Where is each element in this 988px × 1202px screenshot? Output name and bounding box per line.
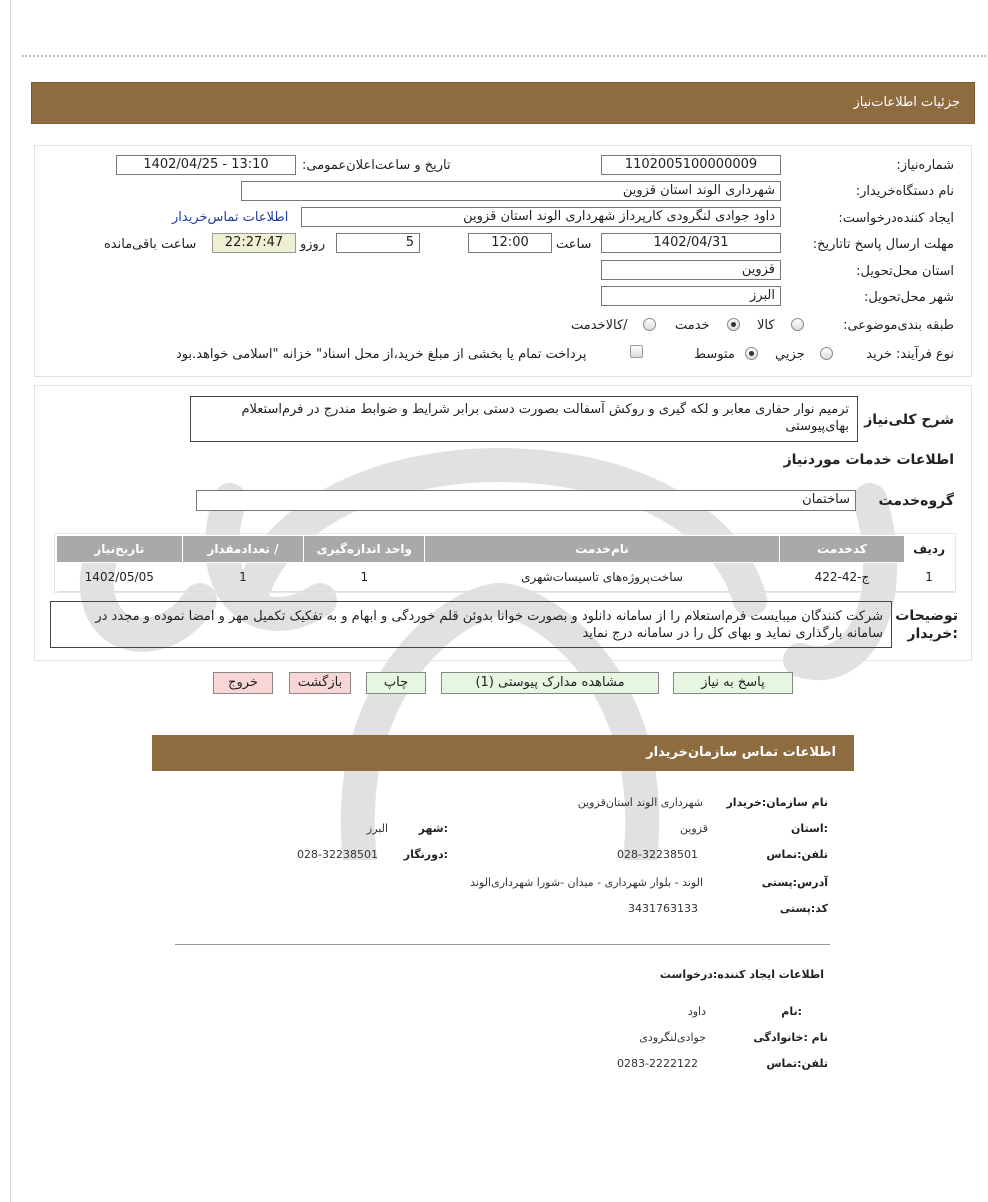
category-label: طبقه بندی‌موضوعی: bbox=[843, 318, 954, 333]
col-header-row: ردیف bbox=[905, 536, 954, 563]
days-field: 5 bbox=[336, 233, 420, 253]
left-border bbox=[10, 0, 11, 1202]
creator-phone-value: 0283-2222122 bbox=[617, 1057, 698, 1070]
creator-family-value: جوادی‌لنگرودی bbox=[639, 1031, 706, 1044]
remaining-timer: 22:27:47 bbox=[212, 233, 296, 253]
deadline-time-label: ساعت bbox=[556, 237, 592, 252]
deadline-label: مهلت ارسال پاسخ تا‌تاریخ: bbox=[812, 237, 954, 252]
province-field: قزوین bbox=[601, 260, 781, 280]
attachments-button[interactable]: مشاهده مدارک پیوستی (1) bbox=[441, 672, 659, 694]
address-label: آدرس:پستی bbox=[761, 876, 828, 889]
cell-date: 1402/05/05 bbox=[57, 563, 183, 592]
cell-qty: 1 bbox=[182, 563, 304, 592]
buyer-notes-label-2: :خریدار bbox=[907, 626, 958, 642]
fax-label: :دورنگار bbox=[403, 848, 448, 861]
creator-name-value: داود bbox=[687, 1005, 706, 1018]
creator-label: ایجاد کننده‌درخواست: bbox=[838, 211, 954, 226]
contact-province-label: :استان bbox=[791, 822, 828, 835]
top-divider bbox=[22, 55, 986, 57]
creator-phone-label: تلفن:تماس bbox=[766, 1057, 828, 1070]
creator-name-label: :نام bbox=[781, 1005, 802, 1018]
radio-small-label: جزیي bbox=[775, 347, 805, 362]
header-title: جزئیات اطلاعات‌نیاز bbox=[853, 95, 960, 110]
buyer-label: نام دستگاه‌خریدار: bbox=[855, 184, 954, 199]
city-field: البرز bbox=[601, 286, 781, 306]
creator-info-title: اطلاعات ایجاد کننده:درخواست bbox=[659, 968, 824, 981]
contact-phone-label: تلفن:تماس bbox=[766, 848, 828, 861]
contact-city-label: :شهر bbox=[418, 822, 448, 835]
cell-unit: 1 bbox=[304, 563, 425, 592]
deadline-date-field: 1402/04/31 bbox=[601, 233, 781, 253]
org-label: نام سازمان:خریدار bbox=[726, 796, 828, 809]
col-header-unit: واحد اندازه‌گیری bbox=[304, 536, 425, 563]
buyer-field: شهرداری الوند استان قزوین bbox=[241, 181, 781, 201]
creator-family-label: نام :خانوادگی bbox=[753, 1031, 828, 1044]
contact-city-value: البرز bbox=[366, 822, 388, 835]
days-label: روزو bbox=[300, 237, 326, 252]
postal-value: 3431763133 bbox=[628, 902, 698, 915]
exit-button[interactable]: خروج bbox=[213, 672, 273, 694]
summary-text: ترمیم نوار حفاری معابر و لکه گیری و روکش آسفالت بصورت دستی برابر شرایط و ضوابط مندرج در فرم‌استعلام بهای‌پیوستی bbox=[190, 396, 858, 442]
radio-service-label: خدمت bbox=[675, 318, 710, 333]
services-title: اطلاعات خدمات موردنیاز bbox=[783, 452, 954, 468]
buyer-notes-label-1: توضیحات bbox=[895, 608, 958, 624]
back-button[interactable]: بازگشت bbox=[289, 672, 351, 694]
process-label: نوع فرآیند: خرید bbox=[866, 347, 954, 362]
items-table-frame bbox=[54, 533, 956, 593]
radio-goods-service-label: /کالاخدمت bbox=[571, 318, 628, 333]
need-number-label: شماره‌نیاز: bbox=[896, 158, 954, 173]
summary-label: شرح کلی‌نیاز bbox=[864, 412, 954, 428]
col-header-date: تاریخ‌نیاز bbox=[57, 536, 183, 563]
table-header-row bbox=[57, 536, 954, 563]
contact-title: اطلاعات تماس سازمان‌خریدار bbox=[646, 745, 836, 760]
address-value: الوند - بلوار شهرداری - میدان -شورا شهرداری‌الوند bbox=[470, 876, 703, 889]
radio-goods-service[interactable] bbox=[643, 318, 656, 331]
group-field: ساختمان bbox=[196, 490, 856, 511]
details-header bbox=[31, 82, 975, 124]
table-row bbox=[57, 563, 954, 592]
fax-value: 028-32238501 bbox=[297, 848, 378, 861]
cell-name: ساخت‌پروژه‌های تاسیسات‌شهری bbox=[425, 563, 780, 592]
city-label: شهر محل‌تحویل: bbox=[864, 290, 954, 305]
treasury-checkbox[interactable] bbox=[630, 345, 643, 358]
announce-label: تاریخ و ساعت‌اعلان‌عمومی: bbox=[302, 158, 451, 173]
contact-header bbox=[152, 735, 854, 771]
cell-code: ج-42-422 bbox=[779, 563, 904, 592]
treasury-note: پرداخت تمام یا بخشی از مبلغ خرید،از محل اسناد" خزانه "اسلامی خواهد.بود bbox=[176, 347, 587, 362]
need-number-field: 1102005100000009 bbox=[601, 155, 781, 175]
group-label: گروه‌خدمت bbox=[878, 493, 954, 509]
contact-divider bbox=[175, 944, 830, 945]
province-label: استان محل‌تحویل: bbox=[856, 264, 954, 279]
items-table bbox=[56, 535, 954, 592]
col-header-name: نام‌خدمت bbox=[425, 536, 780, 563]
announce-field: 1402/04/25 - 13:10 bbox=[116, 155, 296, 175]
buyer-notes-text: شرکت کنندگان میبایست فرم‌استعلام را از سامانه دانلود و بصورت خوانا بدوئن قلم خوردگی و ابهام و به تفکیک تکمیل مهر و امضا نموده و مجدد در سامانه بارگذاری نماید و بهای کل را در سامانه درج نماید bbox=[50, 601, 892, 648]
remaining-label: ساعت باقی‌مانده bbox=[104, 237, 197, 252]
deadline-time-field: 12:00 bbox=[468, 233, 552, 253]
postal-label: کد:پستی bbox=[779, 902, 828, 915]
need-info-panel bbox=[34, 145, 972, 377]
cell-row: 1 bbox=[905, 563, 954, 592]
org-value: شهرداری الوند استان‌قزوین bbox=[577, 796, 703, 809]
buyer-contact-link[interactable]: اطلاعات تماس‌خریدار bbox=[172, 210, 289, 225]
radio-goods[interactable] bbox=[791, 318, 804, 331]
radio-medium[interactable] bbox=[745, 347, 758, 360]
contact-province-value: قزوین bbox=[679, 822, 708, 835]
creator-field: داود جوادی لنگرودی کارپرداز شهرداری الوند استان قزوین bbox=[301, 207, 781, 227]
print-button[interactable]: چاپ bbox=[366, 672, 426, 694]
radio-goods-label: کالا bbox=[757, 318, 775, 333]
contact-phone-value: 028-32238501 bbox=[617, 848, 698, 861]
radio-small[interactable] bbox=[820, 347, 833, 360]
reply-button[interactable]: پاسخ به نیاز bbox=[673, 672, 793, 694]
col-header-code: کدخدمت bbox=[779, 536, 904, 563]
radio-medium-label: متوسط bbox=[694, 347, 735, 362]
radio-service[interactable] bbox=[727, 318, 740, 331]
col-header-qty: / تعدادمقدار bbox=[182, 536, 304, 563]
